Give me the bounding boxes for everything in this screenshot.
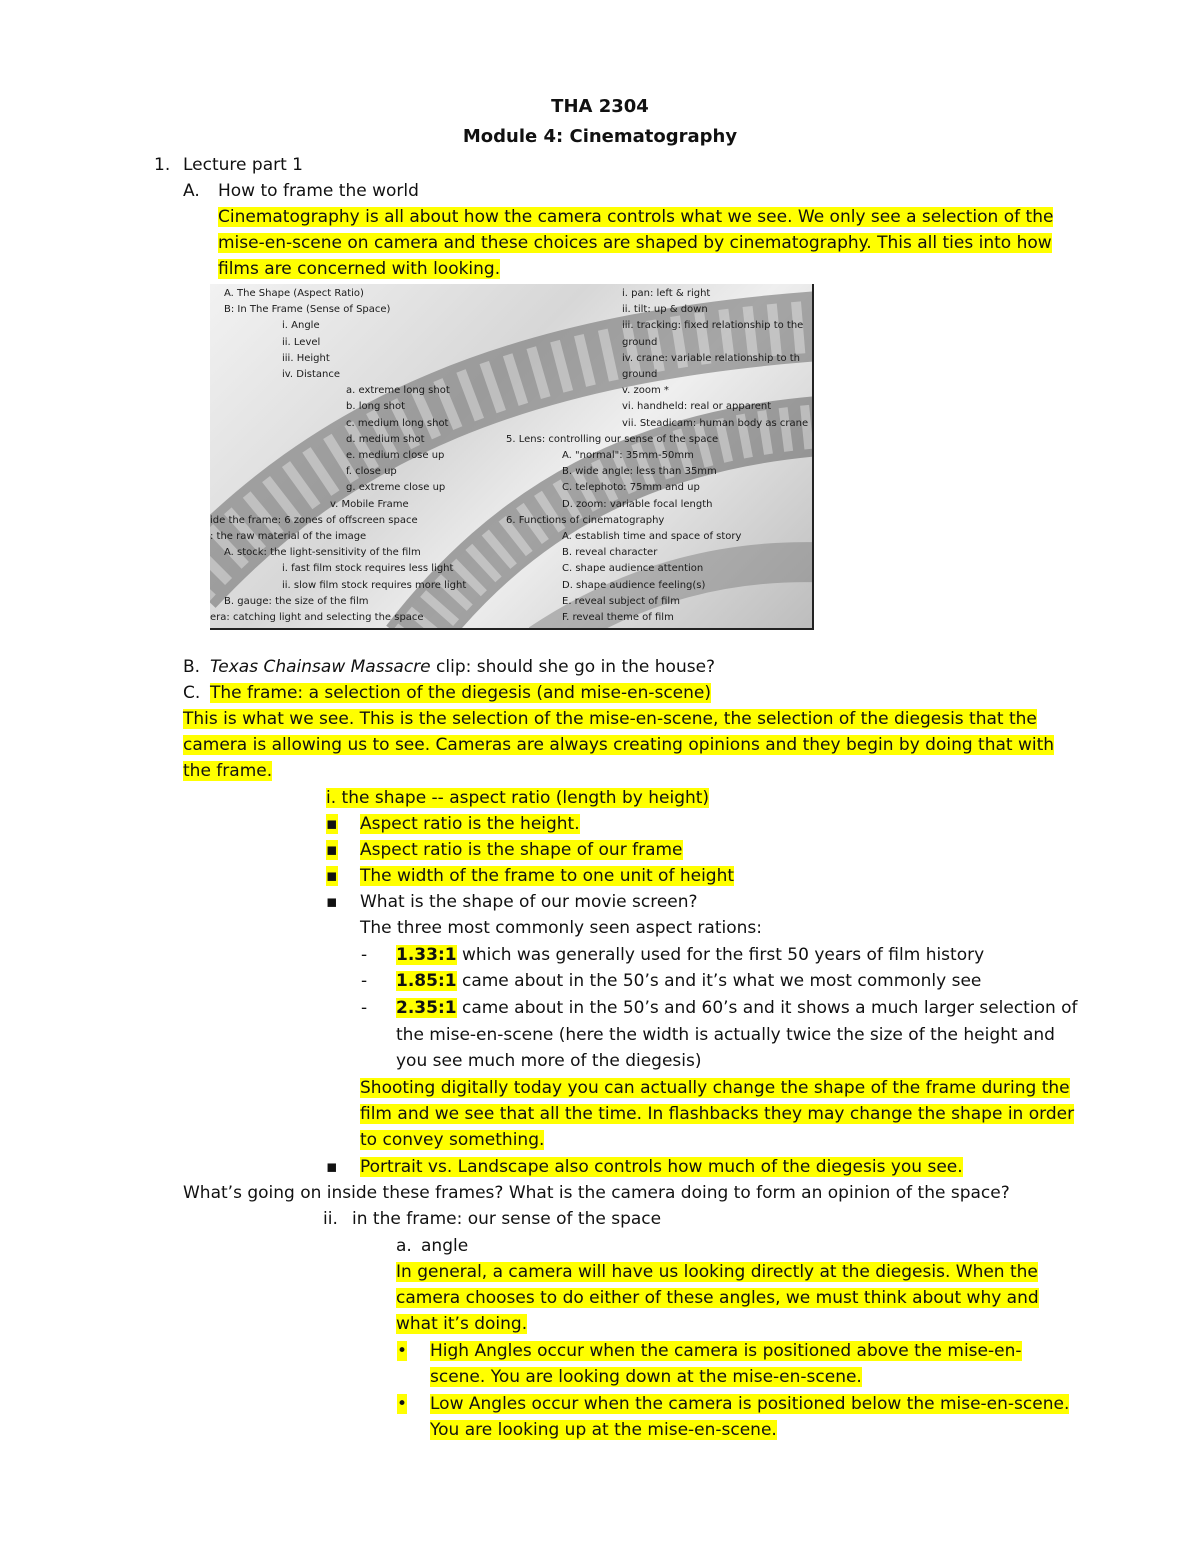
slide-left-line: g. extreme close up	[346, 482, 446, 494]
slide-right-line: B. wide angle: less than 35mm	[562, 466, 717, 478]
slide-left-line: A. The Shape (Aspect Ratio)	[224, 288, 364, 299]
ratio-235-cont-1: the mise-en-scene (here the width is actually twice the size of the height and	[396, 1025, 1055, 1045]
slide-right-line: ii. tilt: up & down	[622, 304, 708, 316]
note-angle-line-2: camera chooses to do either of these angles, we must think about why and	[396, 1288, 1039, 1308]
outline-item-frame-world: How to frame the world	[218, 181, 419, 201]
sub-i-num: i.	[326, 788, 337, 808]
ratio-item-133	[396, 942, 984, 968]
slide-left-line: v. Mobile Frame	[330, 498, 409, 510]
bullet-aspect-height: Aspect ratio is the height.	[360, 814, 580, 834]
outline-item-frame-selection: The frame: a selection of the diegesis (and mise-en-scene)	[210, 683, 712, 703]
bullet-square-icon: ▪	[326, 892, 338, 912]
slide-right-line: B. reveal character	[562, 547, 658, 559]
slide-right-line: A. establish time and space of story	[562, 531, 742, 542]
note-c-line-1: This is what we see. This is the selection of the mise-en-scene, the selection of the diegesis that the	[183, 709, 1037, 729]
dash-icon: -	[361, 998, 368, 1018]
sub-i-shape: the shape -- aspect ratio (length by height)	[341, 788, 710, 808]
slide-left-line: A. stock: the light-sensitivity of the film	[224, 547, 421, 559]
ratio-desc-235: came about in the 50’s and 60’s and it shows a much larger selection of	[456, 998, 1078, 1018]
note-digital-line-2: film and we see that all the time. In flashbacks they may change the shape in order	[360, 1104, 1075, 1124]
ratio-desc-185: came about in the 50’s and it’s what we most commonly see	[456, 971, 982, 991]
slide-left-line: d. medium shot	[346, 433, 425, 445]
bullet-square-icon: ▪	[326, 840, 338, 860]
three-ratios-intro: The three most commonly seen aspect rations:	[360, 918, 762, 938]
note-a-line-2: mise-en-scene on camera and these choices are shaped by cinematography. This all ties into how	[218, 233, 1052, 253]
slide-right-line: D. zoom: variable focal length	[562, 498, 713, 510]
note-angle-line-3: what it’s doing.	[396, 1314, 528, 1334]
slide-left-line: ii. Level	[282, 336, 321, 348]
note-a-line-3: films are concerned with looking.	[218, 259, 501, 279]
sub-ii-sense-of-space: in the frame: our sense of the space	[352, 1209, 662, 1229]
note-c-line-3: the frame.	[183, 761, 273, 781]
ratio-value-235: 2.35:1	[396, 998, 457, 1018]
bullet-square-icon: ▪	[326, 866, 338, 886]
ratio-value-133: 1.33:1	[396, 945, 457, 965]
texas-clip-text: clip: should she go in the house?	[430, 657, 716, 677]
slide-left-line: i. Angle	[282, 320, 320, 332]
slide-right-line: C. telephoto: 75mm and up	[562, 482, 700, 494]
slide-left-line: ide the frame: 6 zones of offscreen space	[210, 514, 418, 526]
slide-right-line: iv. crane: variable relationship to th	[622, 352, 801, 364]
slide-right-line: E. reveal subject of film	[562, 595, 680, 607]
note-a-line-1: Cinematography is all about how the camera controls what we see. We only see a selection of the	[218, 207, 1054, 227]
bullet-portrait-landscape: Portrait vs. Landscape also controls how much of the diegesis you see.	[360, 1157, 963, 1177]
slide-right-line: ground	[622, 336, 658, 348]
ratio-value-185: 1.85:1	[396, 971, 457, 991]
slide-left-line: B. gauge: the size of the film	[224, 595, 369, 607]
outline-num-1: 1.	[154, 155, 171, 175]
course-title: THA 2304	[551, 96, 649, 117]
slide-right-line: F. reveal theme of film	[562, 612, 674, 623]
bullet-square-icon: ▪	[326, 1157, 338, 1177]
dash-icon: -	[361, 945, 368, 965]
bullet-dot-icon: •	[397, 1394, 408, 1414]
outline-letter-c: C.	[183, 683, 201, 703]
slide-right-line: v. zoom *	[622, 385, 669, 397]
high-angle-line-2: scene. You are looking down at the mise-en-scene.	[430, 1367, 862, 1387]
sub-a-letter: a.	[396, 1236, 412, 1256]
low-angle-line-1: Low Angles occur when the camera is positioned below the mise-en-scene.	[430, 1394, 1070, 1414]
ratio-item-235	[396, 995, 1078, 1021]
slide-right-line: 6. Functions of cinematography	[506, 514, 665, 526]
lecture-slide-image	[210, 284, 814, 630]
slide-left-line: a. extreme long shot	[346, 385, 450, 397]
slide-left-line: iii. Height	[282, 352, 330, 364]
slide-right-line: A. "normal": 35mm-50mm	[562, 450, 694, 461]
dash-icon: -	[361, 971, 368, 991]
sub-ii-num: ii.	[323, 1209, 338, 1229]
slide-left-line: iv. Distance	[282, 369, 341, 380]
ratio-235-cont-2: you see much more of the diegesis)	[396, 1051, 702, 1071]
bullet-dot-icon: •	[397, 1341, 408, 1361]
slide-left-line: era: catching light and selecting the space	[210, 612, 424, 623]
slide-right-line: vi. handheld: real or apparent	[622, 401, 772, 413]
ratio-desc-133: which was generally used for the first 50 years of film history	[456, 945, 985, 965]
slide-left-line: f. close up	[346, 466, 397, 478]
high-angle-line-1: High Angles occur when the camera is positioned above the mise-en-	[430, 1341, 1022, 1361]
low-angle-line-2: You are looking up at the mise-en-scene.	[430, 1420, 777, 1440]
slide-left-line: b. long shot	[346, 401, 406, 413]
slide-left-line: e. medium close up	[346, 450, 445, 461]
bullet-square-icon: ▪	[326, 814, 338, 834]
sub-a-angle: angle	[421, 1236, 469, 1256]
note-digital-line-1: Shooting digitally today you can actually change the shape of the frame during the	[360, 1078, 1070, 1098]
outline-item-texas-clip	[210, 654, 715, 680]
slide-right-line: vii. Steadicam: human body as crane	[622, 417, 809, 429]
film-title-texas: Texas Chainsaw Massacre	[210, 657, 431, 677]
slide-right-line: ground	[622, 369, 658, 380]
bullet-movie-screen: What is the shape of our movie screen?	[360, 892, 698, 912]
note-angle-line-1: In general, a camera will have us looking directly at the diegesis. When the	[396, 1262, 1038, 1282]
slide-left-line: i. fast film stock requires less light	[282, 563, 454, 575]
slide-left-line: c. medium long shot	[346, 417, 449, 429]
film-strip-graphic	[210, 284, 812, 628]
slide-right-line: i. pan: left & right	[622, 288, 711, 299]
slide-left-line: ii. slow film stock requires more light	[282, 579, 467, 591]
note-digital-line-3: to convey something.	[360, 1130, 545, 1150]
slide-left-line: B: In The Frame (Sense of Space)	[224, 304, 391, 316]
question-inside-frames: What’s going on inside these frames? What is the camera doing to form an opinion of the space?	[183, 1183, 1010, 1203]
outline-item-lecture: Lecture part 1	[183, 155, 303, 175]
slide-right-line: 5. Lens: controlling our sense of the space	[506, 433, 719, 445]
bullet-width-height: The width of the frame to one unit of height	[360, 866, 735, 886]
slide-right-line: D. shape audience feeling(s)	[562, 579, 706, 591]
slide-right-line: C. shape audience attention	[562, 563, 704, 575]
outline-letter-a: A.	[183, 181, 200, 201]
outline-letter-b: B.	[183, 657, 201, 677]
ratio-item-185	[396, 968, 981, 994]
slide-right-line: iii. tracking: fixed relationship to the	[622, 320, 804, 332]
bullet-aspect-shape: Aspect ratio is the shape of our frame	[360, 840, 683, 860]
module-title: Module 4: Cinematography	[462, 126, 738, 147]
slide-left-line: : the raw material of the image	[210, 531, 367, 542]
note-c-line-2: camera is allowing us to see. Cameras are always creating opinions and they begin by doing that with	[183, 735, 1055, 755]
